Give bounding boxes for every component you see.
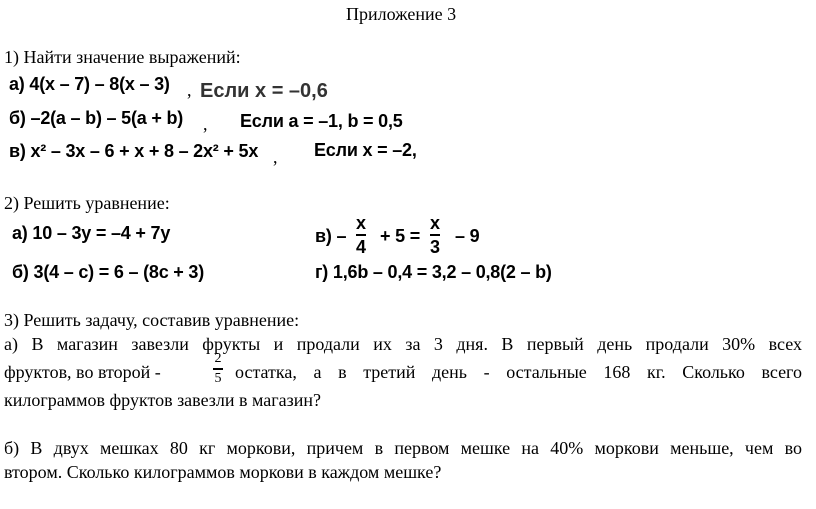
task2c-middle: + 5 =	[380, 226, 421, 246]
task1b-expression: б) –2(a – b) – 5(a + b)	[9, 108, 184, 128]
fraction-bar	[356, 234, 366, 236]
fraction-bar	[213, 368, 223, 370]
fraction-numerator: 2	[214, 351, 222, 366]
task1c-expression: в) x² – 3x – 6 + x + 8 – 2x² + 5x	[9, 141, 259, 161]
task2a-equation: а) 10 – 3y = –4 + 7y	[12, 223, 171, 243]
section2-heading: 2) Решить уравнение:	[4, 193, 170, 213]
task3a-line2-start: фруктов, во второй -	[4, 362, 161, 382]
task2d-equation: г) 1,6b – 0,4 = 3,2 – 0,8(2 – b)	[315, 262, 552, 282]
fraction-numerator: x	[356, 213, 366, 233]
task3b-line2: втором. Сколько килограммов моркови в каждом мешке?	[4, 462, 442, 482]
task1c-condition: Если x = –2,	[314, 140, 417, 160]
task2c-prefix: в) –	[315, 226, 347, 246]
section3-heading: 3) Решить задачу, составив уравнение:	[4, 310, 300, 330]
task2b-equation: б) 3(4 – c) = 6 – (8c + 3)	[12, 262, 205, 282]
fraction-denominator: 5	[214, 370, 222, 386]
task1b-separator: ,	[203, 114, 208, 134]
task1c-separator: ,	[273, 147, 278, 167]
task3b-line1: б) В двух мешках 80 кг моркови, причем в первом мешке на 40% моркови меньше, чем во	[4, 438, 802, 458]
fraction-bar	[430, 234, 440, 236]
task1a-condition: Если x = –0,6	[200, 80, 328, 102]
fraction-denominator: 3	[430, 236, 440, 257]
fraction-numerator: x	[430, 213, 440, 233]
task2c-fraction-2	[430, 214, 440, 256]
task2c-suffix: – 9	[455, 226, 480, 246]
task3a-line2-end: остатка, а в третий день - остальные 168 кг. Сколько всего	[235, 362, 802, 382]
task3a-fraction	[213, 352, 223, 386]
task3a-line3: килограммов фруктов завезли в магазин?	[4, 390, 321, 410]
section1-heading: 1) Найти значение выражений:	[4, 47, 241, 67]
task2c-fraction-1	[356, 214, 366, 256]
fraction-denominator: 4	[356, 236, 366, 257]
page-title: Приложение 3	[346, 4, 457, 24]
task1a-separator: ,	[187, 80, 192, 100]
task1b-condition: Если a = –1, b = 0,5	[240, 111, 403, 131]
task3a-line1: а) В магазин завезли фрукты и продали их за 3 дня. В первый день продали 30% всех	[4, 334, 802, 354]
task1a-expression: а) 4(x – 7) – 8(x – 3)	[9, 74, 170, 94]
